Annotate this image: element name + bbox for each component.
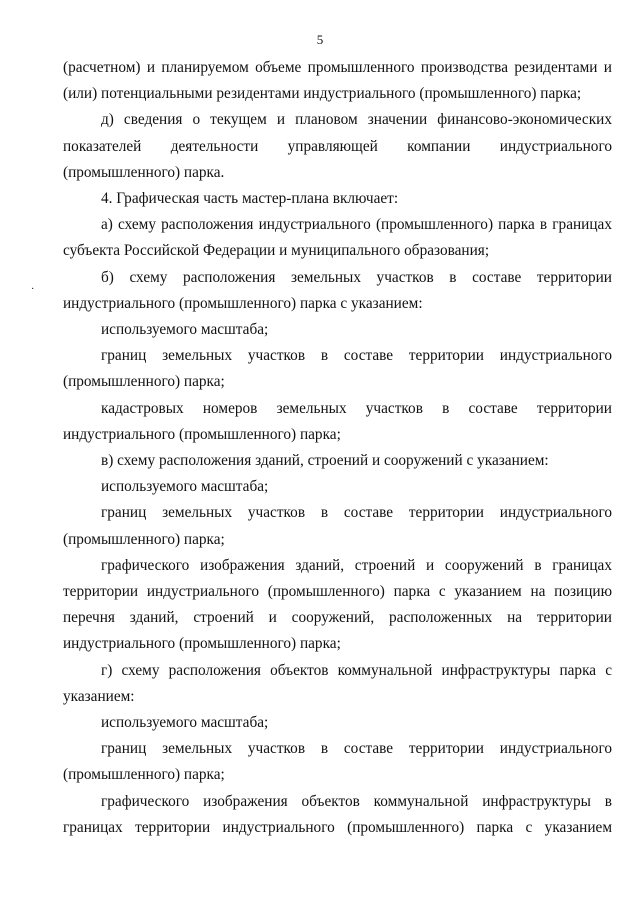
paragraph-item-d-financial-indicators: д) сведения о текущем и плановом значении финансово-экономических показателей деятельности управляющей компании индустриального (промышленного) парка. xyxy=(63,111,612,181)
paragraph-item-b-land-plots-scheme: б) схему расположения земельных участков в составе территории индустриального (промышленного) парка с указанием: xyxy=(63,268,612,312)
paragraph-scale: используемого масштаба; xyxy=(101,714,269,732)
document-body xyxy=(63,55,612,841)
paragraph-land-plot-borders: границ земельных участков в составе территории индустриального (промышленного) парка; xyxy=(63,740,612,784)
paragraph-section-4-heading: 4. Графическая часть мастер-плана включает: xyxy=(101,190,399,208)
paragraph-land-plot-borders: границ земельных участков в составе территории индустриального (промышленного) парка; xyxy=(63,347,612,391)
page-number: 5 xyxy=(316,32,324,47)
paragraph-cadastral-numbers: кадастровых номеров земельных участков в составе территории индустриального (промышленного) парка; xyxy=(63,399,612,443)
paragraph-scale: используемого масштаба; xyxy=(101,321,269,339)
paragraph-item-v-buildings-scheme: в) схему расположения зданий, строений и сооружений с указанием: xyxy=(101,452,549,470)
paragraph-utilities-graphic: графического изображения объектов коммунальной инфраструктуры в границах территории индустриального (промышленного) парка с указанием xyxy=(63,792,612,836)
paragraph-continuation: (расчетном) и планируемом объеме промышленного производства резидентами и (или) потенциальными резидентами индустриального (промышленного) парка; xyxy=(63,59,612,103)
margin-mark: · xyxy=(31,284,35,295)
paragraph-scale: используемого масштаба; xyxy=(101,478,269,496)
paragraph-item-a-park-location-scheme: а) схему расположения индустриального (промышленного) парка в границах субъекта Российской Федерации и муниципального образования; xyxy=(63,216,612,260)
paragraph-item-g-utilities-scheme: г) схему расположения объектов коммунальной инфраструктуры парка с указанием: xyxy=(63,661,612,705)
paragraph-buildings-graphic: графического изображения зданий, строений и сооружений в границах территории индустриального (промышленного) парка с указанием на позицию перечня зданий, строений и сооружений, расположенных на территории индустриального (промышленного) парка; xyxy=(63,556,612,653)
paragraph-land-plot-borders: границ земельных участков в составе территории индустриального (промышленного) парка; xyxy=(63,504,612,548)
